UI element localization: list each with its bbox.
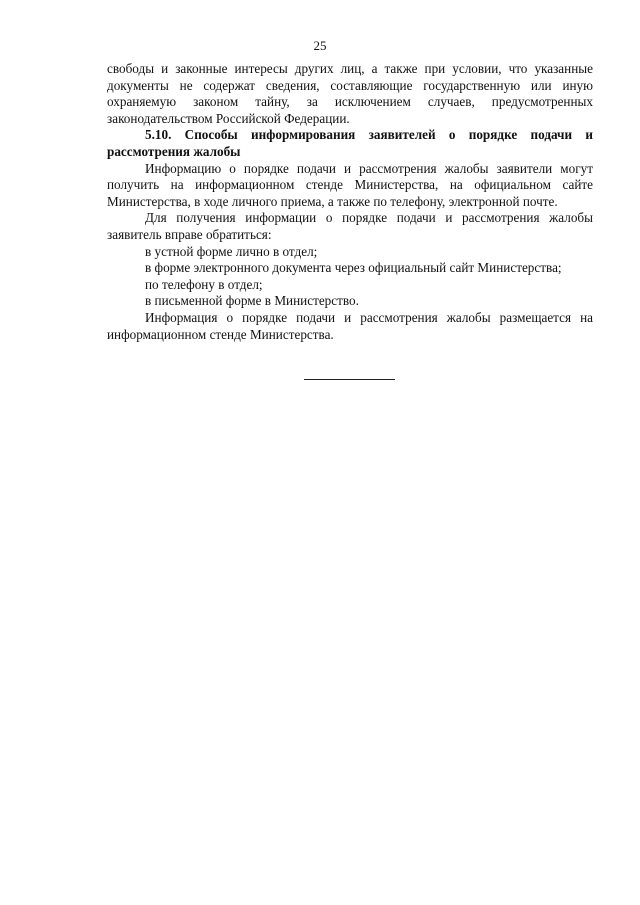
end-separator-line [304, 379, 395, 380]
list-item-written: в письменной форме в Министерство. [145, 293, 359, 309]
paragraph-continuation: свободы и законные интересы других лиц, а также при условии, что указанные документы не содержат сведения, составляющие государственную или иную охраняемую законом тайну, за исключением случаев, предусмотренных законодательством Российской Федерации. [107, 61, 593, 126]
page-number: 25 [313, 38, 327, 53]
document-body [107, 61, 593, 343]
paragraph-contact-intro: Для получения информации о порядке подачи и рассмотрения жалобы заявитель вправе обратиться: [107, 210, 593, 242]
list-item-electronic: в форме электронного документа через официальный сайт Министерства; [145, 260, 562, 276]
list-item-phone: по телефону в отдел; [145, 276, 263, 292]
paragraph-info-placement: Информация о порядке подачи и рассмотрения жалобы размещается на информационном стенде Министерства. [107, 309, 593, 342]
paragraph-info-sources: Информацию о порядке подачи и рассмотрения жалобы заявители могут получить на информационном стенде Министерства, на официальном сайте Министерства, в ходе личного приема, а также по телефону, электронной почте. [107, 160, 593, 209]
section-heading: 5.10. Способы информирования заявителей о порядке подачи и рассмотрения жалобы [107, 127, 593, 159]
list-item-oral: в устной форме лично в отдел; [145, 243, 318, 259]
